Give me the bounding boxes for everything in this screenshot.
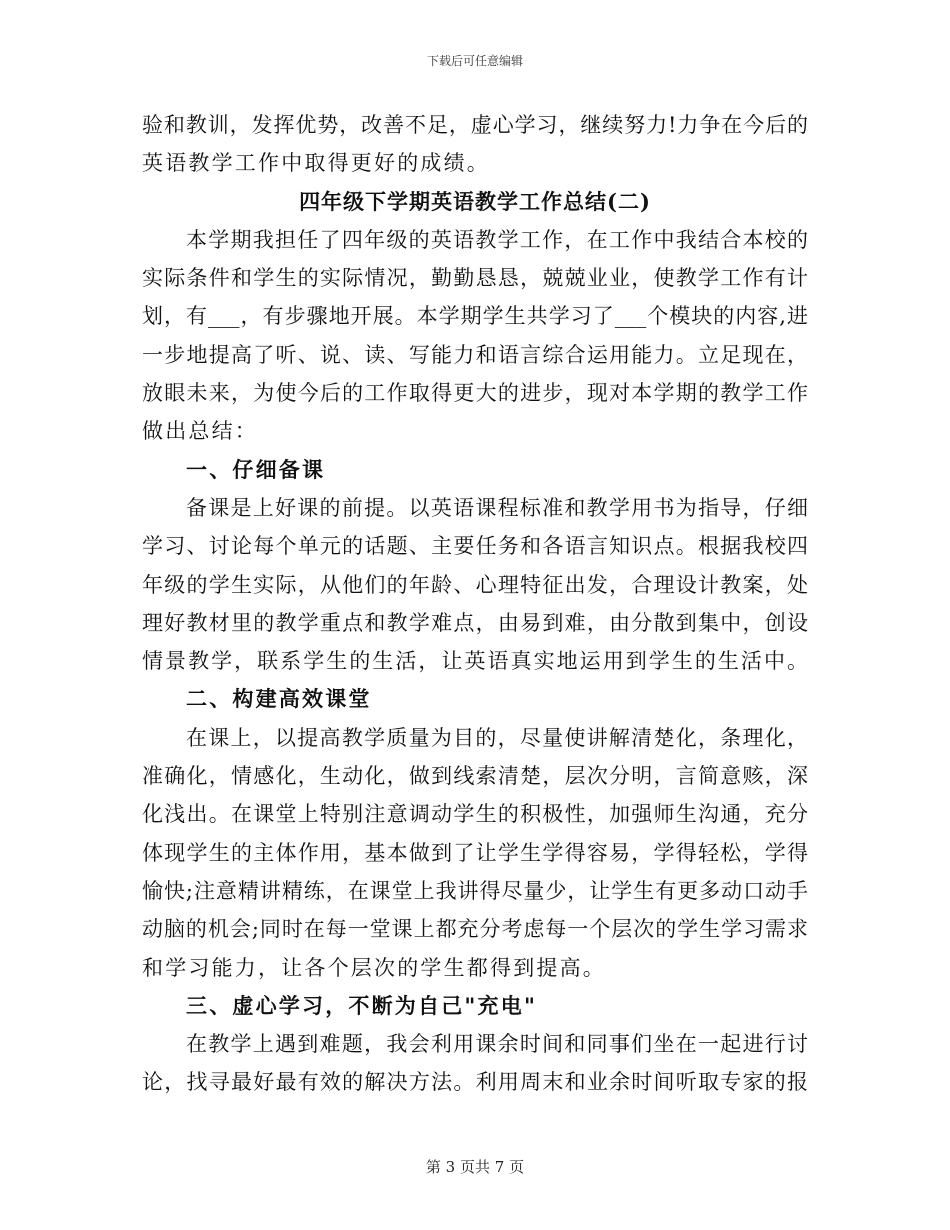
paragraph-line: 实际条件和学生的实际情况，勤勤恳恳，兢兢业业，使教学工作有计: [142, 266, 808, 291]
paragraph-line: 验和教训，发挥优势，改善不足，虚心学习，继续努力!力争在今后的: [142, 113, 808, 137]
paragraph-line: 放眼未来，为使今后的工作取得更大的进步，现对本学期的教学工作: [142, 381, 808, 406]
paragraph-line: 体现学生的主体作用，基本做到了让学生学得容易，学得轻松，学得: [142, 840, 808, 865]
paragraph-line: 在课上，以提高教学质量为目的，尽量使讲解清楚化，条理化，: [186, 725, 808, 750]
paragraph-line: 学习、讨论每个单元的话题、主要任务和各语言知识点。根据我校四: [142, 534, 808, 559]
paragraph-line: 做出总结：: [142, 419, 258, 444]
subheading: 二、构建高效课堂: [186, 686, 372, 712]
paragraph-line: 动脑的机会;同时在每一堂课上都充分考虑每一个层次的学生学习需求: [142, 917, 808, 942]
paragraph-line: 准确化，情感化，生动化，做到线索清楚，层次分明，言简意赅，深: [142, 764, 808, 789]
document-body: [142, 106, 808, 1102]
subheading: 一、仔细备课: [186, 456, 326, 482]
paragraph-line: 备课是上好课的前提。以英语课程标准和教学用书为指导，仔细: [186, 495, 808, 520]
subheading: 三、虚心学习，不断为自己"充电": [186, 992, 538, 1018]
paragraph-line: 化浅出。在课堂上特别注意调动学生的积极性，加强师生沟通，充分: [142, 802, 808, 827]
paragraph-line: 愉快;注意精讲精练，在课堂上我讲得尽量少，让学生有更多动口动手: [142, 878, 808, 903]
paragraph-line: 本学期我担任了四年级的英语教学工作，在工作中我结合本校的: [186, 227, 808, 252]
page-footer: 第 3 页共 7 页: [425, 1158, 525, 1176]
paragraph-line: 年级的学生实际，从他们的年龄、心理特征出发，合理设计教案，处: [142, 572, 808, 597]
paragraph-line: 英语教学工作中取得更好的成绩。: [142, 151, 490, 176]
section-title: 四年级下学期英语教学工作总结(二): [299, 188, 651, 214]
paragraph-line: 在教学上遇到难题，我会利用课余时间和同事们坐在一起进行讨: [186, 1032, 808, 1057]
paragraph-line: 和学习能力，让各个层次的学生都得到提高。: [142, 955, 606, 980]
paragraph-line: 理好教材里的教学重点和教学难点，由易到难，由分散到集中，创设: [142, 610, 808, 635]
paragraph-line: 划，有___，有步骤地开展。本学期学生共学习了___个模块的内容,进: [142, 304, 808, 329]
paragraph-line: 论，找寻最好最有效的解决方法。利用周末和业余时间听取专家的报: [142, 1070, 808, 1095]
paragraph-line: 情景教学，联系学生的生活，让英语真实地运用到学生的生活中。: [142, 649, 808, 674]
page-header: 下载后可任意编辑: [426, 54, 523, 68]
paragraph-line: 一步地提高了听、说、读、写能力和语言综合运用能力。立足现在，: [142, 342, 808, 367]
